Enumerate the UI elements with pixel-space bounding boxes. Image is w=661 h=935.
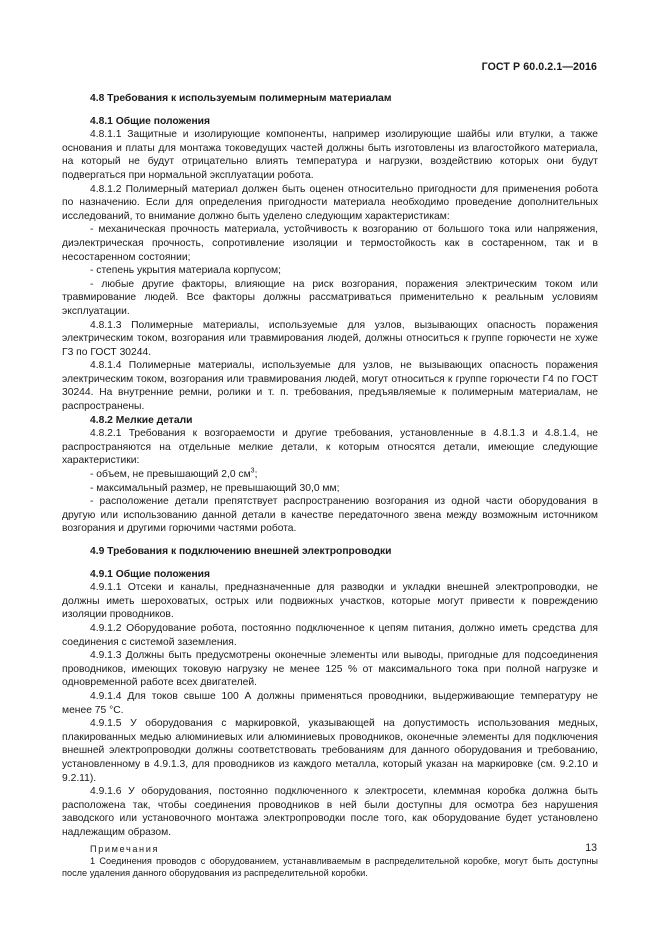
list-item: - расположение детали препятствует распространению возгорания из одной части оборудования в другую или использованию данной детали в качестве передаточного звена между возможным источником возгорания и другими горючими частями робота. [62, 496, 598, 535]
note-1: 1 Соединения проводов с оборудованием, устанавливаемым в распределительной коробке, могут быть доступны после удаления данного оборудования из распределительной коробки. [62, 856, 598, 879]
list-item: - степень укрытия материала корпусом; [90, 265, 281, 277]
paragraph-4-9-1-2: 4.9.1.2 Оборудование робота, постоянно подключенное к цепям питания, должно иметь средства для соединения с системой заземления. [62, 622, 598, 648]
paragraph-4-8-1-4: 4.8.1.4 Полимерные материалы, используемые для узлов, не вызывающих опасность поражения электрическим током, возгорания или травмирования людей, могут относиться к группе горючести Г4 по ГОСТ 30244. На внутренние ремни, ролики и т. п. требования, предъявляемые к полимерным материалам, не распространены. [62, 360, 598, 413]
spacer [62, 106, 598, 115]
section-4-8-1-title: 4.8.1 Общие положения [90, 115, 210, 127]
paragraph-4-8-1-2: 4.8.1.2 Полимерный материал должен быть оценен относительно пригодности для применения робота по назначению. Если для определения пригодности материала необходимо проведение дополнительных исследований, то внимание должно быть уделено следующим характеристикам: [62, 183, 598, 222]
paragraph-4-9-1-5: 4.9.1.5 У оборудования с маркировкой, указывающей на допустимость использования медных, плакированных медью алюминиевых или алюминиевых проводников, оконечные элементы для подключения внешней электропроводки должны соответствовать требованиям для данного оборудования и требованию, установленному в 4.9.1.3, для проводников из каждого металла, который указан на маркировке (см. 9.2.10 и 9.2.11). [62, 718, 598, 784]
section-4-8-title: 4.8 Требования к используемым полимерным материалам [90, 93, 392, 104]
page-number: 13 [585, 842, 597, 854]
paragraph-4-9-1-4: 4.9.1.4 Для токов свыше 100 А должны применяться проводники, выдерживающие температуру не менее 75 °С. [62, 690, 598, 716]
paragraph-4-9-1-3: 4.9.1.3 Должны быть предусмотрены оконечные элементы или выводы, пригодные для подсоединения проводников, имеющих токовую нагрузку не менее 125 % от максимального тока при полной нагрузке и одновременной работе всех двигателей. [62, 650, 598, 689]
spacer [62, 536, 598, 545]
notes-label-text: Примечания [90, 844, 160, 855]
list-item [62, 468, 598, 482]
list-item: - максимальный размер, не превышающий 30,0 мм; [90, 482, 340, 494]
paragraph-4-8-1-1: 4.8.1.1 Защитные и изолирующие компоненты, например изолирующие шайбы или втулки, а также основания и платы для монтажа токоведущих частей должны быть изготовлены из влагостойкого материала, на который не будут отрицательно влиять температура и нагрузки, воздействию которых они будут подвергаться при нормальной эксплуатации робота. [62, 129, 598, 181]
spacer [62, 559, 598, 568]
paragraph-4-9-1-1: 4.9.1.1 Отсеки и каналы, предназначенные для разводки и укладки внешней электропроводки, не должны иметь шероховатых, острых или подвижных участков, которые могут привести к повреждению изоляции проводников. [62, 582, 598, 621]
list-item: - механическая прочность материала, устойчивость к возгоранию от большого тока или напряжения, диэлектрическая прочность, сопротивление изоляции и термостойкость как в состаренном, так и в несостаренном состоянии; [62, 224, 598, 263]
document-body [62, 92, 598, 879]
section-4-9-title: 4.9 Требования к подключению внешней электропроводки [90, 546, 392, 557]
document-header: ГОСТ Р 60.0.2.1—2016 [481, 61, 597, 73]
list-item-end: ; [254, 469, 258, 481]
list-item: - любые другие факторы, влияющие на риск возгорания, поражения электрическим током или травмирование людей. Все факторы должны рассматриваться применительно к реальным условиям эксплуатации. [62, 278, 598, 317]
paragraph-4-8-2-1: 4.8.2.1 Требования к возгораемости и другие требования, установленные в 4.8.1.3 и 4.8.1.4, не распространяются на отдельные мелкие детали, к которым относятся детали, имеющие следующие характеристики: [62, 428, 598, 467]
paragraph-4-8-1-3: 4.8.1.3 Полимерные материалы, используемые для узлов, вызывающих опасность поражения электрическим током, возгорания или травмирования людей, должны относиться к группе горючести не хуже Г3 по ГОСТ 30244. [62, 319, 598, 358]
superscript: 3 [250, 467, 255, 475]
section-4-9-1-title: 4.9.1 Общие положения [90, 568, 210, 580]
paragraph-4-9-1-6: 4.9.1.6 У оборудования, постоянно подключенного к электросети, клеммная коробка должна быть расположена так, чтобы соединения проводников в ней были доступны для осмотра без нарушения заводского или установочного монтажа электропроводки после того, как оборудование будет установлено надлежащим образом. [62, 786, 598, 838]
section-4-8-2-title: 4.8.2 Мелкие детали [90, 414, 193, 426]
list-item-text: - объем, не превышающий 2,0 см [90, 469, 251, 481]
notes-label [62, 843, 598, 855]
